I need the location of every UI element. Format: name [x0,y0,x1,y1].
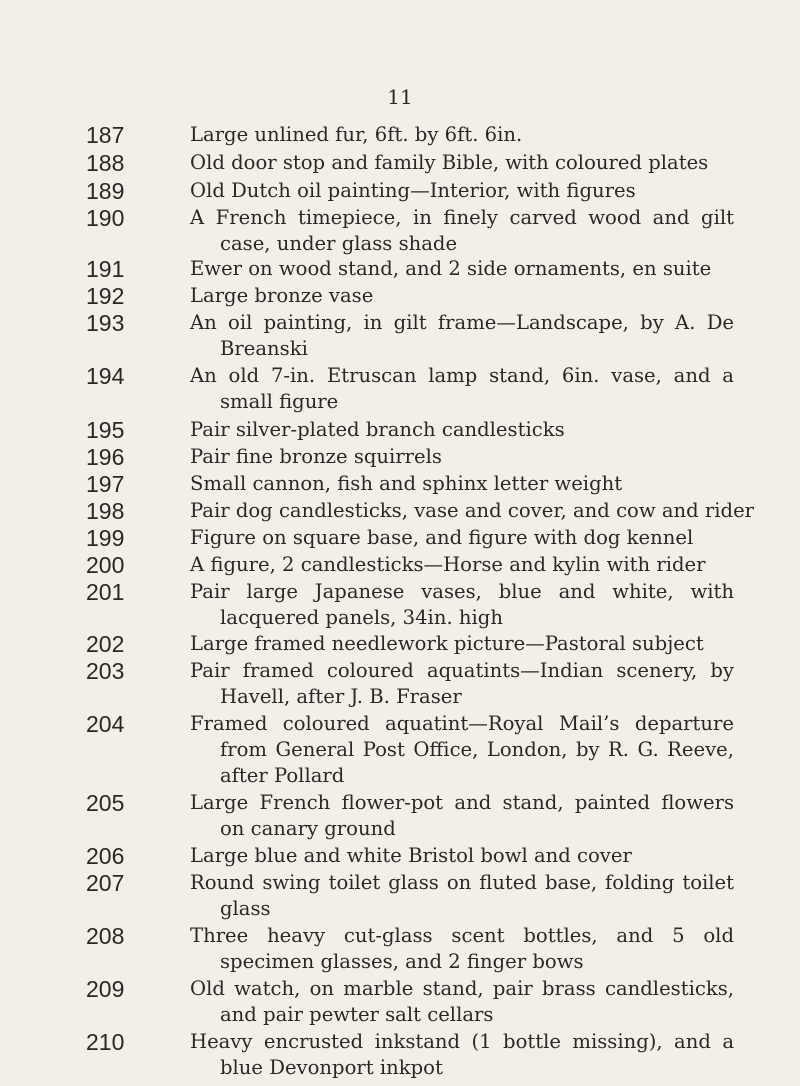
lot-number: 198 [86,498,125,524]
lot-description: Old door stop and family Bible, with coloured plates [190,151,709,174]
lot-number: 200 [86,552,125,578]
lot-number: 206 [86,843,125,869]
lot-description: Large blue and white Bristol bowl and cover [190,844,632,867]
lot-number: 192 [86,283,125,309]
lot-description: Old watch, on marble stand, pair brass candlesticks, and pair pewter salt cellars [190,977,734,1026]
lot-number: 207 [86,870,125,896]
lot-description: Small cannon, fish and sphinx letter weight [190,472,623,495]
lot-description: Round swing toilet glass on fluted base, folding toilet glass [190,871,734,920]
lot-description: Pair fine bronze squirrels [190,445,442,468]
lot-number: 188 [86,150,125,176]
lot-description: A figure, 2 candlesticks—Horse and kylin with rider [190,553,706,576]
lot-number: 196 [86,444,125,470]
lot-description: Pair dog candlesticks, vase and cover, and cow and rider [190,499,755,522]
lot-description: Ewer on wood stand, and 2 side ornaments, en suite [190,257,712,280]
lot-number: 199 [86,525,125,551]
lot-number: 195 [86,417,125,443]
lot-number: 197 [86,471,125,497]
lot-number: 201 [86,579,125,605]
lot-description: Pair silver-plated branch candlesticks [190,418,565,441]
lot-description: Heavy encrusted inkstand (1 bottle missing), and a blue Devonport inkpot [190,1030,734,1079]
lot-description: Old Dutch oil painting—Interior, with figures [190,179,636,202]
lot-description: Framed coloured aquatint—Royal Mail’s departure from General Post Office, London, by R. G. Reeve, after Pollard [190,712,734,787]
lot-number: 189 [86,178,125,204]
lot-description: Large bronze vase [190,284,374,307]
lot-number: 205 [86,790,125,816]
lot-number: 204 [86,711,125,737]
lot-description: Large French flower-pot and stand, painted flowers on canary ground [190,791,734,840]
lot-number: 190 [86,205,125,231]
lot-number: 187 [86,122,125,148]
lot-description: A French timepiece, in finely carved wood and gilt case, under glass shade [190,206,734,255]
lot-description: Figure on square base, and figure with dog kennel [190,526,694,549]
lot-number: 202 [86,631,125,657]
lot-number: 203 [86,658,125,684]
lot-description: An oil painting, in gilt frame—Landscape, by A. De Breanski [190,311,734,360]
page-number: 11 [387,85,413,109]
lot-number: 191 [86,256,125,282]
lot-description: Pair large Japanese vases, blue and white, with lacquered panels, 34in. high [190,580,734,629]
lot-description: Three heavy cut-glass scent bottles, and 5 old specimen glasses, and 2 finger bows [190,924,734,973]
lot-description: An old 7-in. Etruscan lamp stand, 6in. vase, and a small figure [190,364,734,413]
lot-number: 193 [86,310,125,336]
lot-description: Large unlined fur, 6ft. by 6ft. 6in. [190,123,523,146]
lot-description: Large framed needlework picture—Pastoral subject [190,632,704,655]
lot-number: 208 [86,923,125,949]
lot-description: Pair framed coloured aquatints—Indian scenery, by Havell, after J. B. Fraser [190,659,734,708]
lot-number: 209 [86,976,125,1002]
lot-number: 210 [86,1029,125,1055]
lot-number: 194 [86,363,125,389]
